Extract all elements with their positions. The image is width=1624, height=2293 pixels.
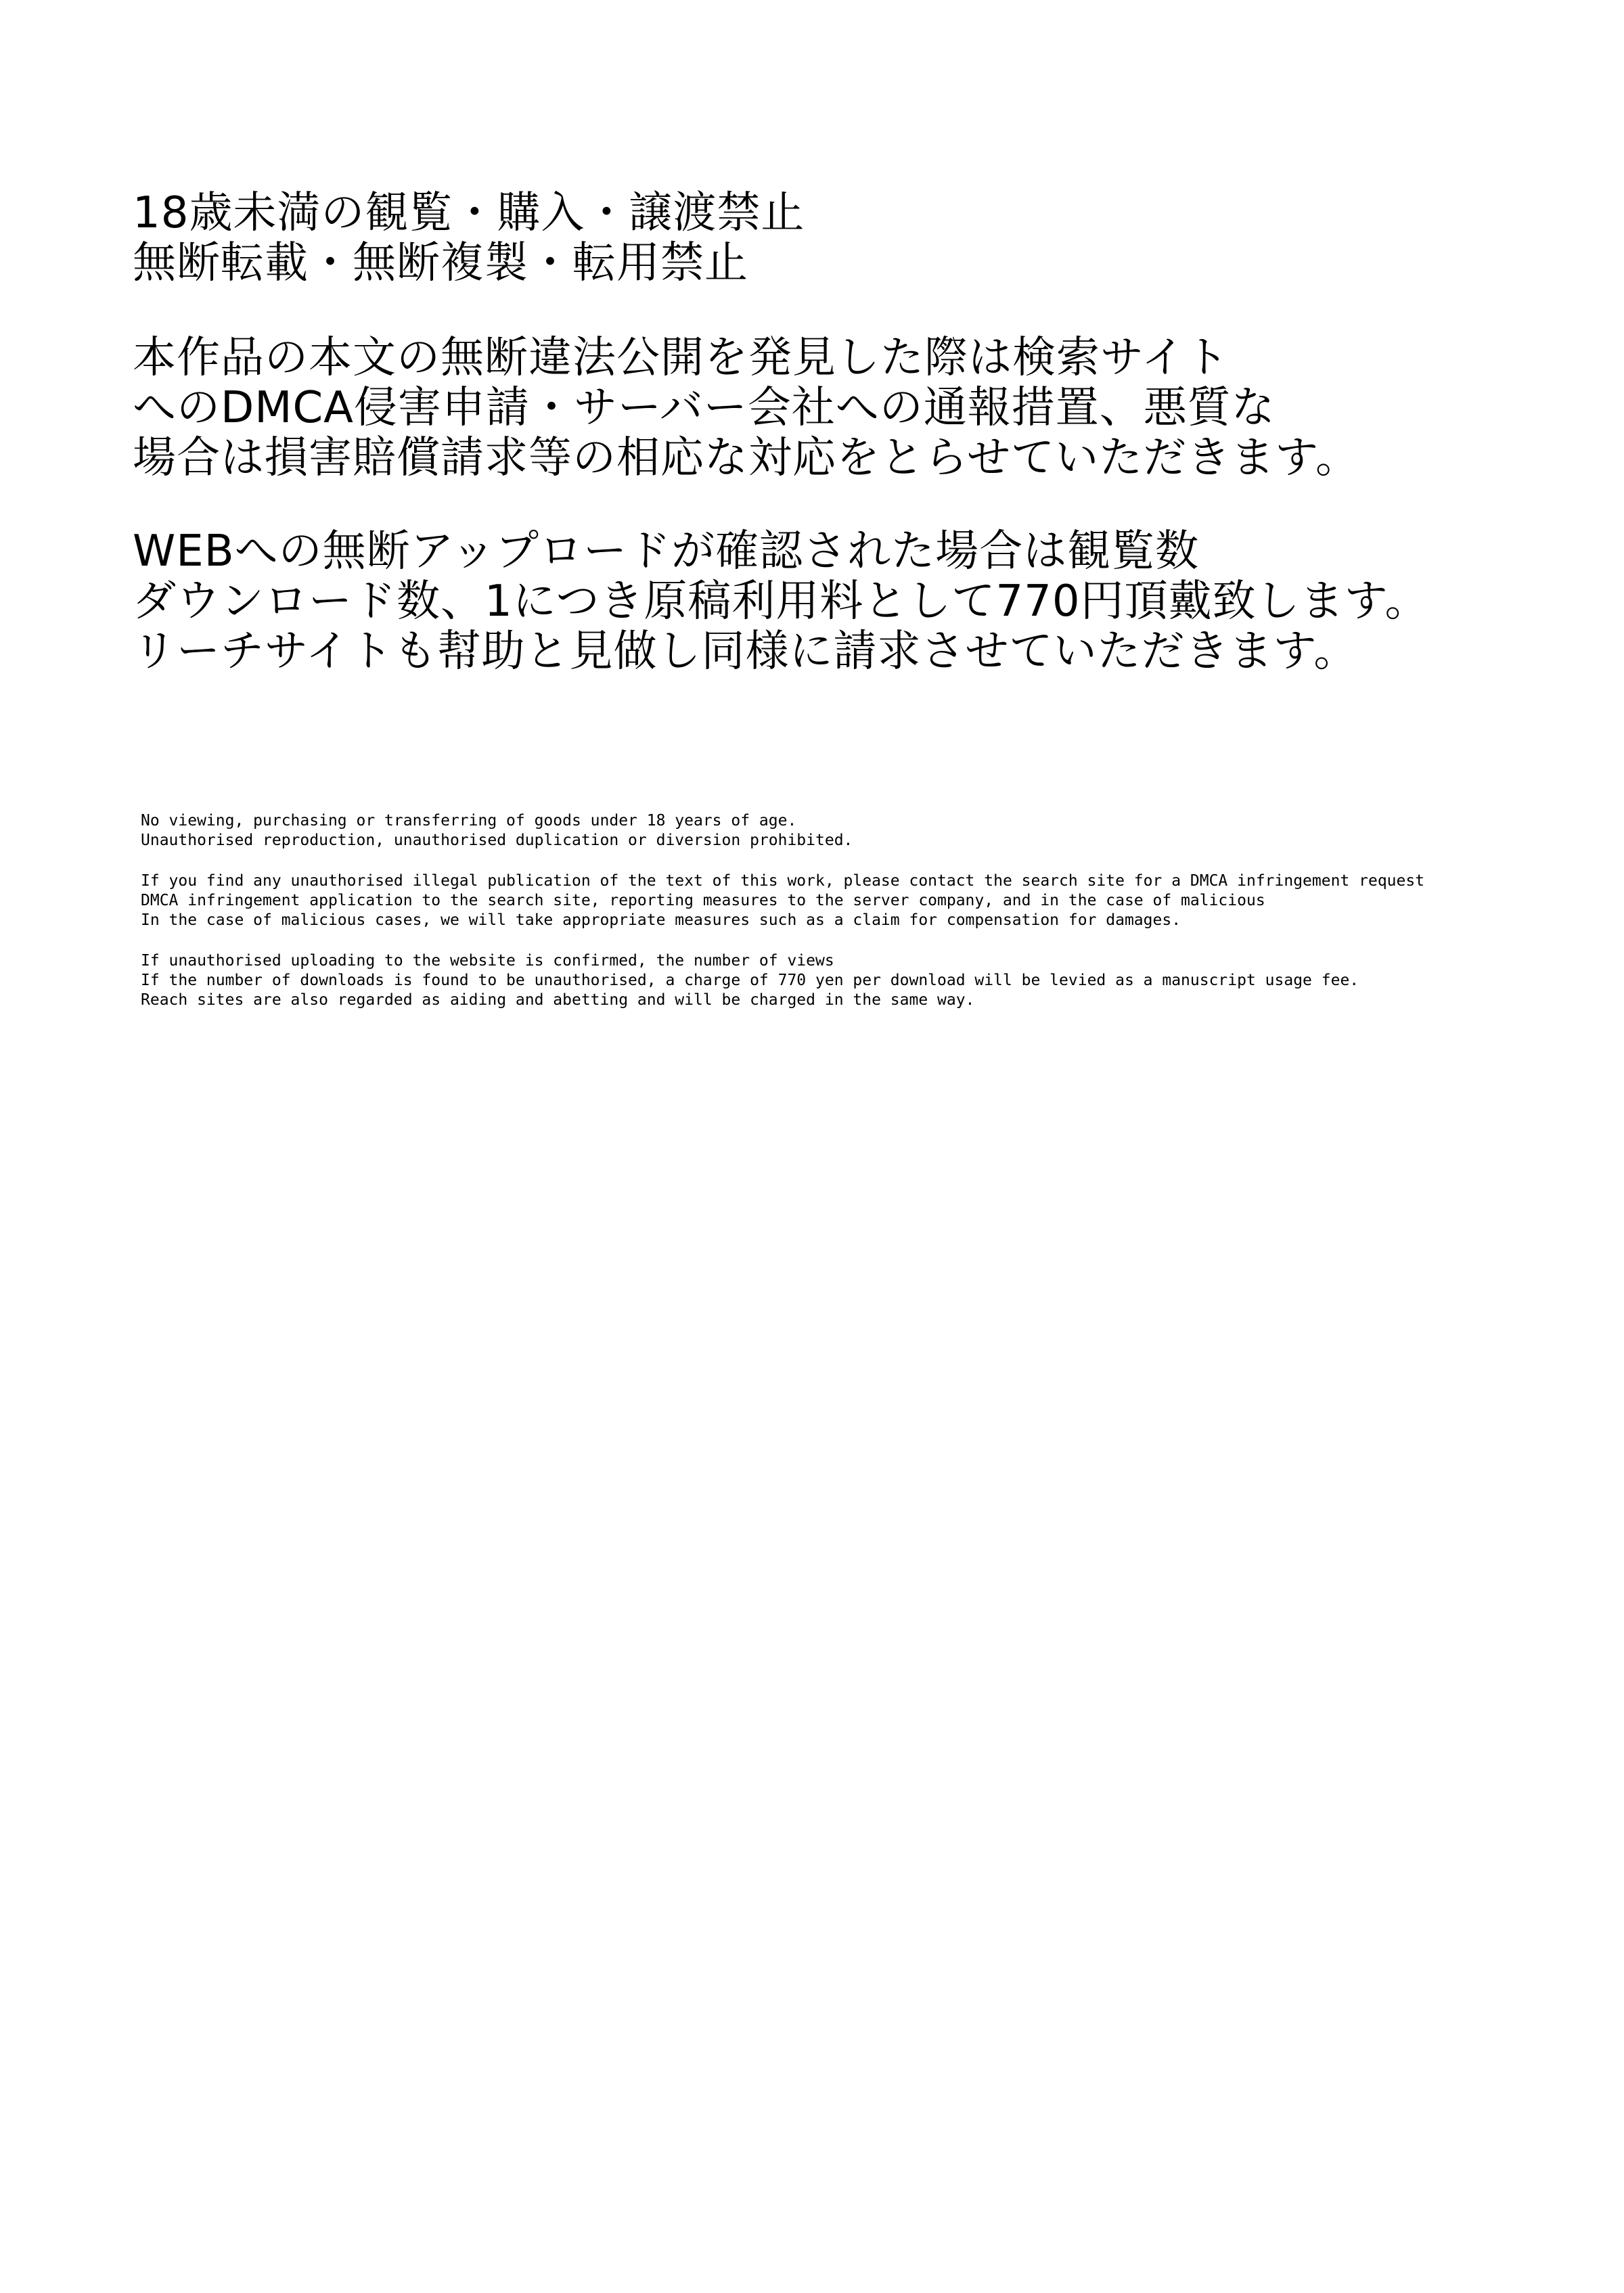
jp-line: 無断転載・無断複製・転用禁止 xyxy=(133,238,748,288)
jp-dmca-notice xyxy=(133,333,1587,483)
en-line: Unauthorised reproduction, unauthorised duplication or diversion prohibited. xyxy=(141,832,853,849)
en-line: If unauthorised uploading to the website is confirmed, the number of views xyxy=(141,952,834,970)
en-line: If the number of downloads is found to be unauthorised, a charge of 770 yen per download will be levied as a manuscript usage fee. xyxy=(141,972,1359,989)
jp-line: リーチサイトも幇助と見做し同様に請求させていただきます。 xyxy=(133,627,1358,677)
en-dmca-notice xyxy=(141,871,1596,930)
en-line: If you find any unauthorised illegal publication of the text of this work, please contact the search site for a DMCA infringement request xyxy=(141,872,1425,890)
en-line: DMCA infringement application to the search site, reporting measures to the server company, and in the case of malicious xyxy=(141,892,1265,909)
en-line: Reach sites are also regarded as aiding and abetting and will be charged in the same way. xyxy=(141,991,975,1009)
en-line: No viewing, purchasing or transferring of goods under 18 years of age. xyxy=(141,812,797,830)
en-age-and-copy-prohibition xyxy=(141,811,1596,850)
jp-line: WEBへの無断アップロードが確認された場合は観覧数 xyxy=(133,526,1200,576)
jp-line: 18歳未満の観覧・購入・譲渡禁止 xyxy=(133,188,805,238)
jp-line: へのDMCA侵害申請・サーバー会社への通報措置、悪質な xyxy=(133,383,1276,433)
en-upload-fee-notice xyxy=(141,951,1596,1010)
jp-line: 本作品の本文の無断違法公開を発見した際は検索サイト xyxy=(133,333,1230,383)
en-line: In the case of malicious cases, we will take appropriate measures such as a claim for compensation for damages. xyxy=(141,911,1181,929)
jp-line: 場合は損害賠償請求等の相応な対応をとらせていただきます。 xyxy=(133,433,1359,483)
jp-age-and-copy-prohibition xyxy=(133,188,1587,288)
jp-line: ダウンロード数、1につき原稿利用料として770円頂戴致します。 xyxy=(133,576,1429,627)
jp-upload-fee-notice xyxy=(133,526,1587,677)
